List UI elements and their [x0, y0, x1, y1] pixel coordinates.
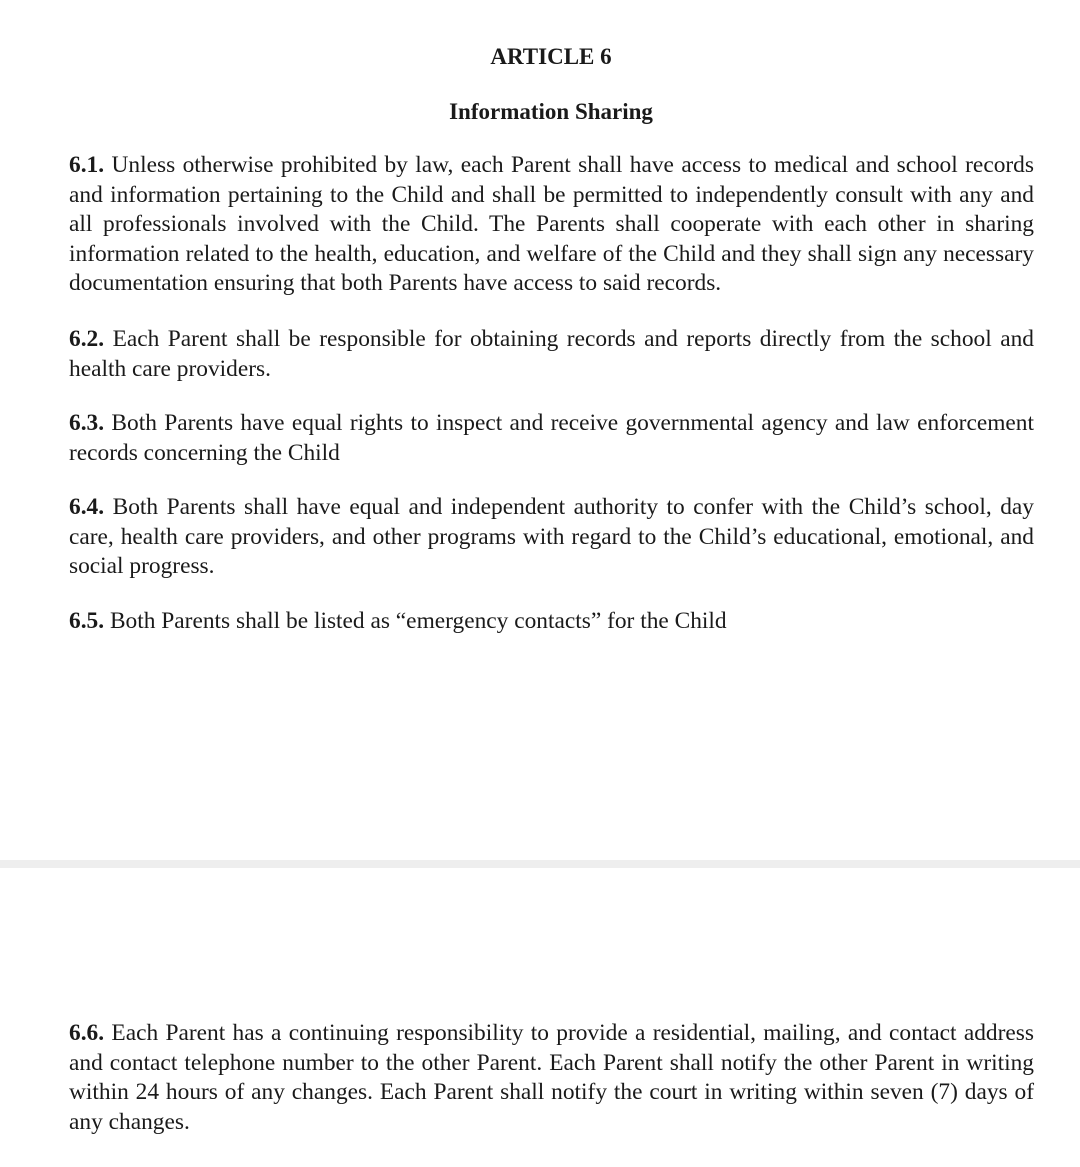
- clause-number: 6.3.: [69, 410, 105, 436]
- clause-text: Each Parent shall be responsible for obtaining records and reports directly from the school and health care providers.: [69, 326, 1034, 382]
- article-heading: ARTICLE 6: [490, 44, 612, 69]
- article-title: Information Sharing: [449, 99, 653, 124]
- clause-6-3: [69, 409, 1034, 468]
- clause-number: 6.5.: [69, 608, 105, 634]
- clause-text: Unless otherwise prohibited by law, each Parent shall have access to medical and school records and information pertaining to the Child and shall be permitted to independently consult with any and all professionals involved with the Child. The Parents shall cooperate with each other in sharing information related to the health, education, and welfare of the Child and they shall sign any necessary documentation ensuring that both Parents have access to said records.: [69, 152, 1034, 297]
- clause-number: 6.1.: [69, 152, 105, 178]
- clause-6-4: [69, 493, 1034, 582]
- clause-number: 6.2.: [69, 326, 105, 352]
- clause-text: Both Parents shall be listed as “emergency contacts” for the Child: [109, 608, 727, 634]
- document-page-2: [0, 868, 1080, 1167]
- clause-text: Both Parents have equal rights to inspect and receive governmental agency and law enforcement records concerning the Child: [69, 410, 1034, 466]
- clause-text: Both Parents shall have equal and independent authority to confer with the Child’s school, day care, health care providers, and other programs with regard to the Child’s educational, emotional, and social progress.: [69, 494, 1034, 580]
- clause-6-2: [69, 325, 1034, 384]
- clause-6-6: [69, 1019, 1034, 1137]
- clause-6-5: [69, 607, 1034, 637]
- clause-number: 6.4.: [69, 494, 105, 520]
- clause-number: 6.6.: [69, 1020, 105, 1046]
- page-separator: [0, 860, 1080, 868]
- clause-6-1: [69, 151, 1034, 299]
- clause-text: Each Parent has a continuing responsibility to provide a residential, mailing, and contact address and contact telephone number to the other Parent. Each Parent shall notify the other Parent in writing within 24 hours of any changes. Each Parent shall notify the court in writing within seven (7) days of any changes.: [69, 1020, 1034, 1135]
